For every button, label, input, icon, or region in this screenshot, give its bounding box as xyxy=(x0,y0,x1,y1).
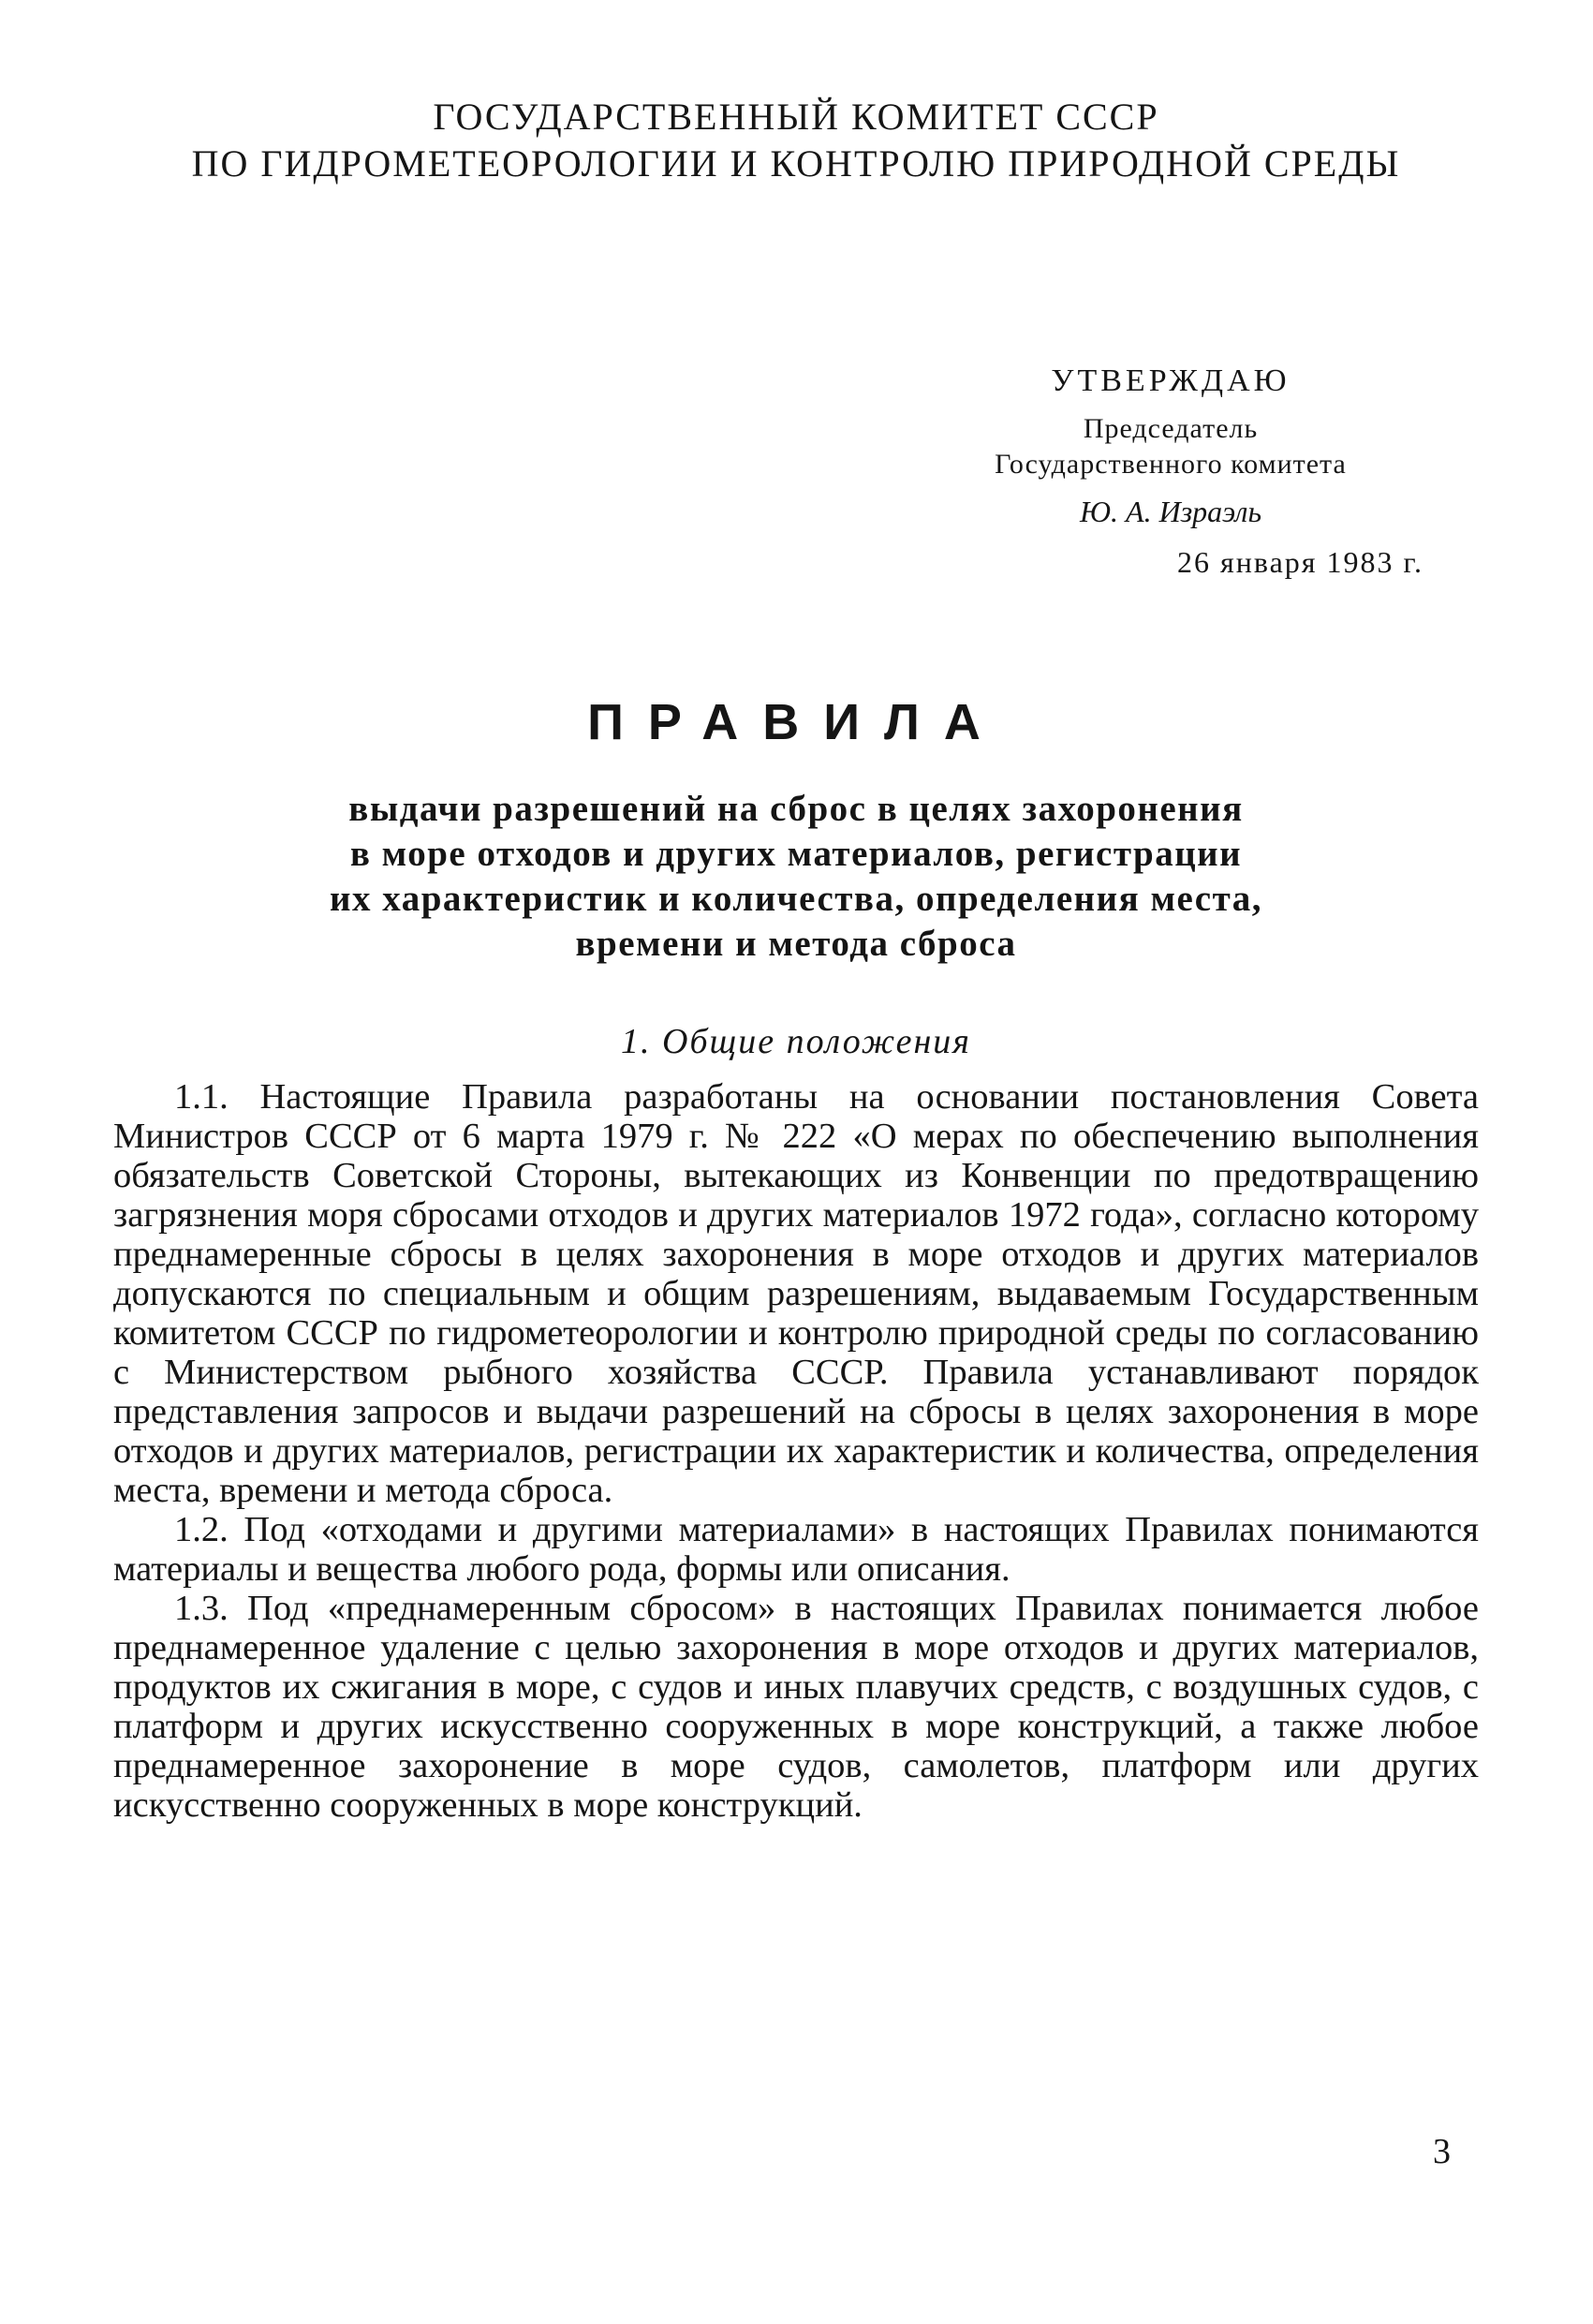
subtitle-line-3: их характеристик и количества, определения места, xyxy=(330,879,1262,919)
section-title: 1. Общие положения xyxy=(621,1022,971,1061)
header-line-1: ГОСУДАРСТВЕННЫЙ КОМИТЕТ СССР xyxy=(433,96,1159,138)
approval-signatory: Ю. А. Израэль xyxy=(1080,495,1261,528)
subtitle-line-2: в море отходов и других материалов, регистрации xyxy=(349,834,1243,874)
document-subtitle xyxy=(234,787,1358,967)
paragraph-1-1: 1.1. Настоящие Правила разработаны на основании постановления Совета Министров СССР от 6 марта 1979 г. № 222 «О мерах по обеспечению выполнения обязательств Советской Стороны, вытекающих из Конвенции по предотвращению загрязнения моря сбросами отходов и других материалов 1972 года», согласно которому преднамеренные сбросы в целях захоронения в море отходов и других материалов допускаются по специальным и общим разрешениям, выдаваемым Государственным комитетом СССР по гидрометеорологии и контролю природной среды по согласованию с Министерством рыбного хозяйства СССР. Правила устанавливают порядок представления запросов и выдачи разрешений на сбросы в целях захоронения в море отходов и других материалов, регистрации их характеристик и количества, определения места, времени и метода сброса. xyxy=(113,1077,1479,1510)
document-title: ПРАВИЛА xyxy=(587,694,1005,750)
section-body xyxy=(113,1077,1479,1825)
page-number: 3 xyxy=(1433,2132,1451,2171)
header-line-2: ПО ГИДРОМЕТЕОРОЛОГИИ И КОНТРОЛЮ ПРИРОДНОЙ СРЕДЫ xyxy=(191,142,1401,185)
subtitle-line-1: выдачи разрешений на сброс в целях захоронения xyxy=(348,789,1244,829)
approval-title: УТВЕРЖДАЮ xyxy=(1051,363,1291,398)
approval-position-line-1: Председатель xyxy=(1083,413,1259,444)
approval-date: 26 января 1983 г. xyxy=(1177,545,1423,579)
approval-position-line-2: Государственного комитета xyxy=(995,449,1347,480)
paragraph-1-3: 1.3. Под «преднамеренным сбросом» в настоящих Правилах понимается любое преднамеренное удаление с целью захоронения в море отходов и других материалов, продуктов их сжигания в море, с судов и иных плавучих средств, с воздушных судов, с платформ и других искусственно сооруженных в море конструкций, а также любое преднамеренное захоронение в море судов, самолетов, платформ или других искусственно сооруженных в море конструкций. xyxy=(113,1589,1479,1825)
approval-block xyxy=(918,361,1423,589)
paragraph-1-2: 1.2. Под «отходами и другими материалами» в настоящих Правилах понимаются материалы и вещества любого рода, формы или описания. xyxy=(113,1510,1479,1589)
subtitle-line-4: времени и метода сброса xyxy=(575,924,1017,964)
organization-header xyxy=(140,94,1452,187)
